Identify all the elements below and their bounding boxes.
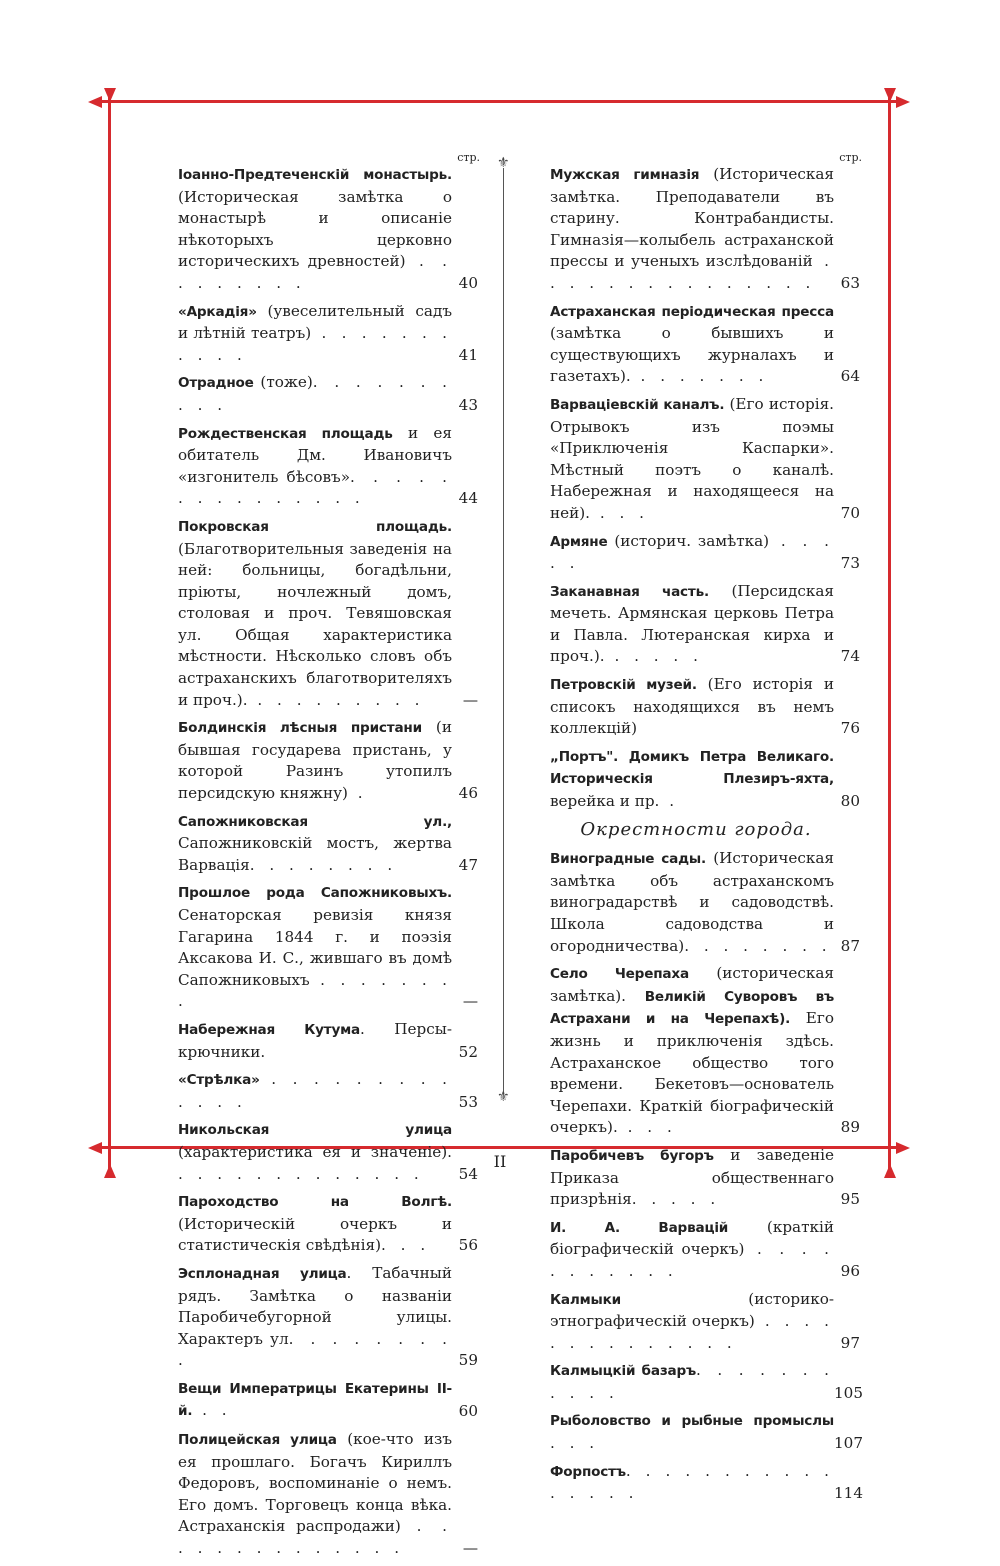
toc-entry-heading: Набережная Кутума [178, 1021, 361, 1038]
toc-entry [532, 963, 860, 1139]
column-divider [503, 168, 504, 1094]
toc-entry-heading: Великій Суворовъ въ Астрахани и на Черепахѣ). [550, 988, 834, 1028]
toc-entry-description: (Благотворительныя заведенія на ней: больницы, богадѣльни, пріюты, ночлежный домъ, столовая и проч. Тевяшовская ул. Общая характеристика мѣстности. Нѣсколько словъ объ астраханскихъ благотворителяхъ и проч.). [178, 539, 452, 709]
toc-entry-title [160, 1429, 452, 1560]
toc-entry-description: (и бывшая государева пристань, у которой Разинъ утопилъ персидскую княжну) [178, 718, 452, 803]
dot-leader: . . . . . . . . . . . . . . . . [550, 1461, 834, 1503]
toc-entry-description: (Историческая замѣтка. Преподаватели въ старину. Контрабандисты. Гимназія—колыбель астраханской прессы и ученыхъ изслѣдованій [550, 165, 834, 271]
dot-leader: . . . . . [604, 647, 703, 666]
toc-entry [532, 746, 860, 813]
toc-entry-title [160, 1263, 452, 1372]
toc-entry-title [532, 848, 834, 957]
toc-entry-description: и ея обитатель Дм. Ивановичъ «изгонитель бѣсовъ» [178, 423, 452, 486]
toc-entry-description: (историческая замѣтка). [550, 964, 834, 1005]
frame-arrow-icon [88, 96, 102, 108]
toc-entry [532, 164, 860, 295]
toc-entry-description: (историко-этнографическій очеркъ) [550, 1289, 834, 1331]
toc-entry-heading: Вещи Императрицы Екатерины II-й. [178, 1380, 452, 1420]
toc-entry-title [532, 746, 834, 813]
toc-entry-title [160, 1378, 452, 1423]
toc-entry-heading: Болдинскія лѣсныя пристани [178, 720, 422, 737]
page-number: II [493, 1152, 507, 1171]
toc-entry-title [160, 882, 452, 1013]
dot-leader: . . . . . . . . [684, 936, 832, 955]
dot-leader: . . . . . . . . . . . . . [178, 1070, 452, 1111]
toc-entries [532, 164, 860, 813]
toc-entry-title [532, 963, 834, 1139]
dot-leader: . [659, 792, 680, 811]
toc-entry-description: верейка и пр. [550, 792, 660, 811]
dot-leader: . . . . . . . . . . [178, 373, 452, 414]
toc-entry-description: и заведеніе Приказа общественнаго призрѣнія [550, 1145, 834, 1209]
toc-entry-description: (Историческая замѣтка объ астраханскомъ виноградарствѣ и садоводствѣ. Школа садоводства и огородничества) [550, 849, 834, 955]
frame-arrow-icon [896, 96, 910, 108]
toc-entry-title [160, 372, 452, 416]
toc-entry [532, 581, 860, 668]
toc-entry [532, 301, 860, 388]
toc-entry-page: 97 [840, 1333, 860, 1352]
toc-entry-page: 95 [840, 1190, 860, 1209]
toc-entry-heading: «Стрѣлка» [178, 1072, 260, 1089]
toc-entry-description: (Персидская мечеть. Армянская церковь Петра и Павла. Лютеранская кирха и проч.). [550, 581, 834, 666]
toc-entry-heading: Пароходство на Волгѣ. [178, 1194, 452, 1211]
toc-entry [160, 164, 478, 295]
toc-entry-title [532, 1461, 834, 1505]
toc-entry-title [532, 674, 834, 740]
toc-entry-heading: Рыболовство и рыбные промыслы [550, 1413, 834, 1430]
toc-entry-heading: Мужская гимназія [550, 167, 700, 183]
toc-entry-page: 63 [840, 273, 860, 292]
toc-entry [160, 1019, 478, 1063]
toc-entry-description: (замѣтка о бывшихъ и существующихъ журналахъ и газетахъ). [550, 324, 834, 386]
toc-entry-title [160, 423, 452, 510]
toc-entry-title [532, 531, 834, 575]
toc-entry-title [160, 717, 452, 804]
toc-entry-title [160, 811, 452, 877]
dot-leader: . . . . . . . . . . . [550, 1240, 834, 1280]
toc-entries [160, 164, 478, 1560]
toc-entry [160, 1429, 478, 1560]
dot-leader: . . . . . . . . . . . . . . . [550, 252, 834, 292]
toc-entry-description: (тоже) [253, 373, 313, 392]
dot-leader: . . . [381, 1236, 431, 1255]
toc-entry-title [532, 301, 834, 388]
toc-entry-description: . Табачный рядъ. Замѣтка о названіи Паробичебугорной улицы. Характеръ ул [178, 1263, 452, 1348]
toc-entry-description: (Его исторія. Отрывокъ изъ поэмы «Приключенія Каспарки». Мѣстный поэтъ о каналѣ. Набережная и находящееся на ней). [550, 394, 834, 522]
dot-leader: . . . . . . . . . . . . . . [178, 1517, 453, 1558]
toc-entry-description: . Персы-крючники. [178, 1019, 452, 1061]
toc-entry-page: 41 [458, 345, 478, 364]
dot-leader: . . . [550, 1434, 600, 1453]
toc-entry-page: 54 [458, 1164, 478, 1183]
toc-entry-heading: Форпостъ [550, 1463, 626, 1480]
toc-entry [160, 882, 478, 1013]
toc-entry-heading: Іоанно-Предтеченскій монастырь. [178, 167, 452, 183]
toc-entry-page: 60 [458, 1402, 478, 1421]
section-title: Окрестности города. [580, 818, 812, 840]
dot-leader: . [347, 784, 368, 803]
toc-entry-page: 70 [840, 503, 860, 522]
toc-entry-page: 105 [834, 1383, 863, 1402]
toc-entry-title [160, 301, 452, 367]
dot-leader: . . . . . . . . . . . . . . [550, 1312, 834, 1352]
toc-entry-page: 73 [840, 554, 860, 573]
toc-entry-heading: Село Черепаха [550, 966, 689, 983]
toc-entry-page: 89 [840, 1118, 860, 1137]
toc-entry [160, 717, 478, 804]
toc-entry-heading: Виноградные сады. [550, 851, 706, 868]
frame-top-rule [96, 100, 900, 103]
toc-entry-page: 64 [840, 367, 860, 386]
frame-right-rule [888, 88, 891, 1178]
toc-entry [160, 1191, 478, 1257]
toc-entry-title [160, 1069, 452, 1113]
dot-leader: . . . . . . . . . [178, 252, 452, 292]
dot-leader: . . . . . . . [630, 367, 769, 386]
page-column-label: стр. [839, 151, 862, 164]
toc-entry [160, 372, 478, 416]
toc-entry-title [532, 1217, 834, 1283]
toc-entry-page: 74 [840, 647, 860, 666]
toc-entry-heading: Заканавная часть. [550, 583, 709, 600]
toc-entry-description: (Историческій очеркъ и статистическія свѣдѣнія) [178, 1214, 452, 1255]
toc-entry [532, 674, 860, 740]
toc-entry-heading: И. А. Варвацій [550, 1219, 729, 1236]
toc-entry-title [160, 516, 452, 711]
toc-entry [532, 531, 860, 575]
toc-entry [532, 394, 860, 525]
toc-entry-heading: Рождественская площадь [178, 425, 393, 442]
toc-entry [532, 1289, 860, 1355]
frame-arrow-icon [104, 88, 116, 102]
toc-entry-page: 87 [840, 936, 860, 955]
toc-entry-heading: Отрадное [178, 375, 254, 392]
toc-entry [532, 1410, 863, 1454]
toc-entry [532, 1461, 863, 1505]
toc-entry-description: (историч. замѣтка) [607, 531, 770, 550]
toc-entry-heading: Астраханская періодическая пресса [550, 303, 834, 320]
toc-entry-page: 107 [834, 1434, 863, 1453]
toc-entry-title [532, 1360, 834, 1404]
toc-entry-page: 56 [458, 1236, 478, 1255]
dot-leader: . . . . . . . . [178, 970, 452, 1011]
toc-entry-heading: Петровскій музей. [550, 677, 697, 694]
toc-entry [160, 301, 478, 367]
toc-entry-page: — [462, 690, 478, 709]
toc-entry-page: 47 [458, 855, 478, 874]
toc-entry [532, 848, 860, 957]
toc-entry-heading: Полицейская улица [178, 1432, 337, 1449]
dot-leader: . . . . . [631, 1190, 721, 1209]
toc-entry-page: 40 [458, 273, 478, 292]
toc-entry-page: 52 [458, 1042, 478, 1061]
dot-leader: . . . . . . . . . [247, 690, 425, 709]
toc-entry-heading: „Портъ". Домикъ Петра Великаго. Историческія Плезиръ-яхта, [550, 748, 834, 788]
dot-leader: . . . . . [550, 531, 835, 573]
toc-entry-title [532, 581, 834, 668]
toc-entry-description: (Его исторія и списокъ находящихся въ немъ коллекцій) [550, 675, 834, 738]
toc-right-column [532, 151, 863, 1511]
toc-left-column [160, 152, 478, 1566]
toc-entry [160, 516, 478, 711]
toc-entry-heading: Никольская улица [178, 1122, 452, 1139]
toc-entry-title [532, 1410, 834, 1454]
toc-entry-page: — [462, 1539, 478, 1558]
toc-entries [532, 848, 863, 1505]
toc-entry-page: 43 [458, 395, 478, 414]
toc-entry-title [532, 394, 834, 525]
toc-entry-title [160, 1191, 452, 1257]
dot-leader: . . [192, 1401, 232, 1420]
dot-leader: . . . . . . . . . . . . . . . [178, 467, 453, 508]
toc-entry-description: (Историческая замѣтка о монастырѣ и описаніе нѣкоторыхъ церковно историческихъ древностей) [178, 187, 452, 271]
toc-entry [160, 423, 478, 510]
dot-leader: . . . . . . . . . . . . . [178, 1164, 424, 1183]
toc-entry-page: 76 [840, 719, 860, 738]
toc-entry-heading: Эсплонадная улица [178, 1265, 347, 1282]
toc-entry [160, 1069, 478, 1113]
toc-entry-title [532, 164, 834, 295]
dot-leader: . . . . . . . . . . . [550, 1361, 834, 1402]
toc-entry-description: (краткій біографическій очеркъ) [550, 1217, 834, 1259]
toc-entry-page: — [462, 992, 478, 1011]
toc-entry-heading: Армяне [550, 533, 608, 550]
toc-entry-page: 80 [840, 792, 860, 811]
frame-arrow-icon [884, 88, 896, 102]
toc-entry-description: Его жизнь и приключенія здѣсь. Астраханское общество того времени. Бекетовъ—основатель Черепахи. Краткій біографическій очеркъ). [550, 1009, 834, 1137]
dot-leader: . . . . . . . . . [178, 1329, 452, 1370]
toc-entry-title [532, 1289, 834, 1355]
dot-leader: . . . [617, 1118, 677, 1137]
toc-entry-heading: «Аркадія» [178, 303, 257, 320]
toc-entry-description: (увеселительный садъ и лѣтній театръ) [178, 301, 452, 343]
toc-entry-heading: Калмыки [550, 1291, 621, 1308]
toc-entry-description: (кое-что изъ ея прошлаго. Богачъ Кириллъ Федоровъ, воспоминаніе о немъ. Его домъ. Торговецъ конца вѣка. Астраханскія распродажи) [178, 1430, 452, 1536]
toc-entry-description: Сапожниковскій мостъ, жертва Варвація [178, 834, 452, 874]
toc-entry-page: 59 [458, 1351, 478, 1370]
toc-entry [160, 1263, 478, 1372]
toc-entry-page: 96 [840, 1261, 860, 1280]
toc-entry [160, 1378, 478, 1423]
toc-entry-description: Сенаторская ревизія князя Гагарина 1844 г. и поэзія Аксакова И. С., жившаго въ домѣ Сапожниковыхъ [178, 906, 452, 989]
toc-entry-heading: Варваціевскій каналъ. [550, 396, 725, 413]
toc-entry-page: 46 [458, 784, 478, 803]
toc-entry-title [160, 164, 452, 295]
frame-left-rule [108, 88, 111, 1178]
dot-leader: . . . [590, 503, 649, 522]
fleuron-bottom-icon: ⚜ [497, 1089, 510, 1105]
toc-entry-heading: Паробичевъ бугоръ [550, 1147, 714, 1164]
toc-entry-page: 53 [458, 1092, 478, 1111]
toc-entry-heading: Сапожниковская ул., [178, 813, 452, 830]
toc-entry-description: (характеристика ея и значеніе). [178, 1142, 452, 1161]
toc-entry [532, 1360, 863, 1404]
toc-entry-page: 114 [834, 1484, 863, 1503]
toc-entry-heading: Калмыцкій базаръ [550, 1363, 697, 1380]
toc-entry-heading: Покровская площадь. [178, 518, 452, 535]
toc-entry [160, 811, 478, 877]
toc-entry-page: 44 [458, 489, 478, 508]
page-column-label: стр. [457, 151, 480, 164]
dot-leader: . . . . . . . . [249, 855, 398, 874]
dot-leader: . . . . . . . . . . . [178, 324, 452, 364]
toc-entry-title [160, 1019, 452, 1063]
toc-entry-heading: Прошлое рода Сапожниковыхъ. [178, 885, 452, 902]
toc-entry [532, 1217, 860, 1283]
fleuron-top-icon: ⚜ [497, 155, 510, 171]
